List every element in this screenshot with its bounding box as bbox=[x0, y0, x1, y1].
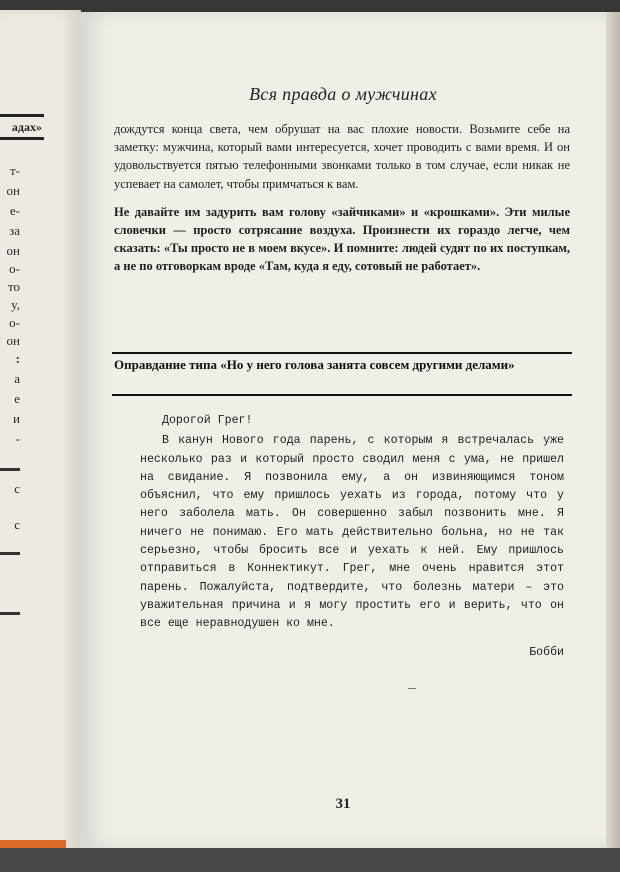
left-text-fragment: а bbox=[14, 371, 20, 386]
left-text-fragment: он bbox=[6, 333, 20, 348]
page-number: 31 bbox=[335, 796, 351, 812]
left-text-fragment: и bbox=[13, 411, 20, 426]
left-text-fragment: с bbox=[14, 517, 20, 532]
letter bbox=[140, 412, 564, 662]
left-text-fragment: е- bbox=[9, 203, 20, 218]
section-rule-top bbox=[112, 352, 572, 354]
left-text-fragment: то bbox=[7, 279, 20, 294]
left-page-heading: адах» bbox=[0, 114, 44, 140]
bold-paragraph: Не давайте им задурить вам голову «зайчиками» и «крошками». Эти милые словечки — просто сотрясание воздуха. Произнести их гораздо легче, чем сказать: «Ты просто не в моем вкусе». И помните: людей судят по их поступкам, а не по отговоркам вроде «Там, куда я еду, сотовый не работает». bbox=[114, 204, 570, 274]
running-head-text: Вся правда о мужчинах bbox=[249, 84, 437, 104]
page-stack-edge bbox=[606, 12, 620, 848]
left-rule bbox=[0, 468, 20, 471]
left-text-fragment: о- bbox=[9, 315, 20, 330]
letter-body: В канун Нового года парень, с которым я встречалась уже несколько раз и который просто сводил меня с ума, не пришел на свидание. Я позвонила ему, а он извиняющимся тоном объяснил, что ему пришлось уехать из города, потому что у него заболела мать. Он совершенно забыл позвонить мне. Я ничего не понимаю. Его мать действительно больна, но не так серьезно, чтобы бросить все и уехать к ней. Ему пришлось отправиться в Коннектикут. Грег, мне очень нравится этот парень. Пожалуйста, подтвердите, что болезнь матери – это уважительная причина и я могу простить его и верить, что он все еще неравнодушен ко мне. bbox=[140, 434, 564, 631]
left-text-fragment: он bbox=[6, 243, 20, 258]
left-text-fragment: y, bbox=[11, 297, 20, 312]
letter-signature: Бобби bbox=[529, 645, 564, 659]
left-text-fragment: : bbox=[15, 351, 20, 366]
right-page bbox=[80, 12, 606, 848]
book-bottom-edge bbox=[0, 848, 620, 872]
left-text-fragment: с bbox=[14, 481, 20, 496]
running-head bbox=[80, 84, 606, 105]
left-rule bbox=[0, 552, 20, 555]
stray-mark bbox=[408, 688, 416, 689]
left-text-fragment: за bbox=[9, 223, 20, 238]
left-rule bbox=[0, 612, 20, 615]
left-text-fragment: т- bbox=[9, 163, 20, 178]
left-text-fragment: е bbox=[14, 391, 20, 406]
left-text-fragment: о- bbox=[9, 261, 20, 276]
section-title: Оправдание типа «Но у него голова занята совсем другими делами» bbox=[114, 357, 515, 372]
left-text-fragment: - bbox=[15, 431, 20, 446]
letter-greeting: Дорогой Грег! bbox=[162, 414, 253, 427]
body-text bbox=[114, 120, 570, 276]
left-page bbox=[0, 10, 81, 858]
paragraph: дождутся конца света, чем обрушат на вас плохие новости. Возьмите себе на заметку: мужчина, который вами интересуется, хочет проводить с вами время. И он удовольствуется пятью телефонными звонками только в том случае, если никак не успевает на самолет, чтобы примчаться к вам. bbox=[114, 122, 570, 191]
section-rule-bottom bbox=[112, 394, 572, 396]
left-text-fragment: он bbox=[6, 183, 20, 198]
